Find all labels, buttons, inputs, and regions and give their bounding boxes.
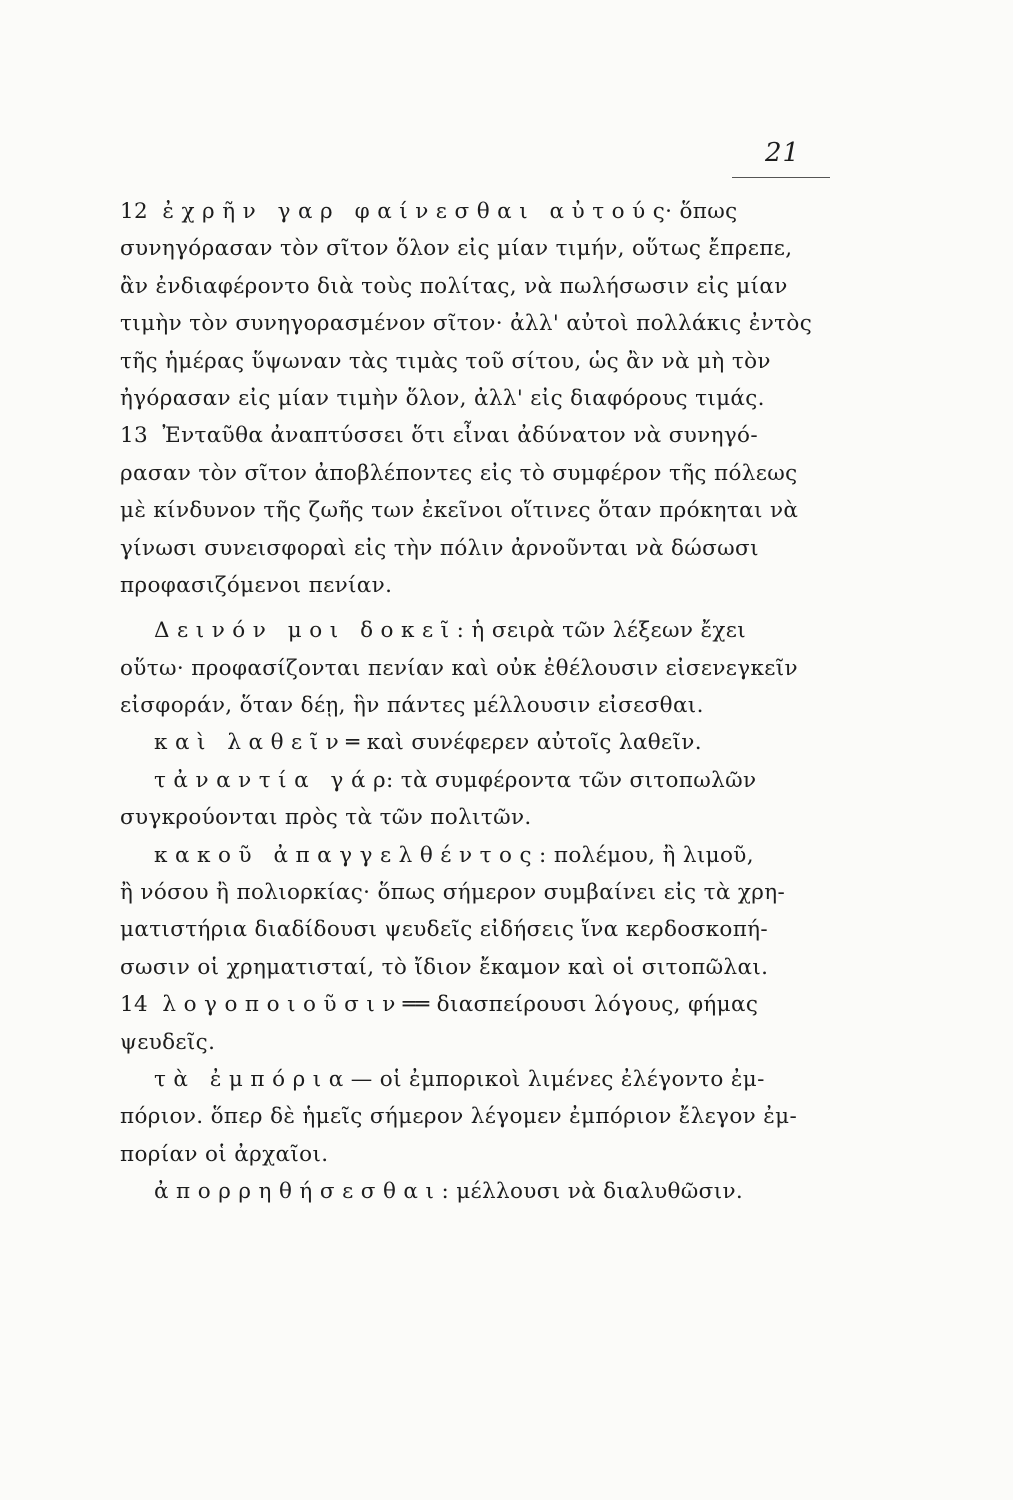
text-line-26: πορίαν οἱ ἀρχαῖοι. [120,1141,329,1167]
text-line-14: εἰσφοράν, ὅταν δέῃ, ἣν πάντες μέλλουσιν εἰσεσθαι. [120,693,704,719]
text-line-1: 12 ἐ χ ρ ῆ ν γ α ρ φ α ί ν ε σ θ α ι α ὐ τ ο ύ ς· ὅπως [120,199,738,224]
text-line-17: συγκρούονται πρὸς τὰ τῶν πολιτῶν. [120,805,532,831]
text-line-20: ματιστήρια διαδίδουσι ψευδεῖς εἰδήσεις ἵνα κερδοσκοπή- [120,917,769,943]
text-line-4: τιμὴν τὸν συνηγορασμένον σῖτον· ἀλλ' αὐτοὶ πολλάκις ἐντὸς [120,311,813,337]
header-rule [732,177,830,178]
text-line-2: συνηγόρασαν τὸν σῖτον ὅλον εἰς μίαν τιμήν, οὕτως ἔπρεπε, [120,236,793,262]
text-line-25: πόριον. ὅπερ δὲ ἡμεῖς σήμερον λέγομεν ἐμπόριον ἔλεγον ἐμ- [120,1104,798,1130]
text-line-9: μὲ κίνδυνον τῆς ζωῆς των ἐκεῖνοι οἵτινες ὅταν πρόκηται νὰ [120,498,799,524]
page-number: 21 [765,138,801,168]
text-line-11: προφασιζόμενοι πενίαν. [120,572,393,598]
text-line-16: τ ἀ ν α ν τ ί α γ ά ρ: τὰ συμφέροντα τῶν σιτοπωλῶν [154,767,757,793]
text-line-3: ἂν ἐνδιαφέροντο διὰ τοὺς πολίτας, νὰ πωλήσωσιν εἰς μίαν [120,273,788,299]
text-line-15: κ α ὶ λ α θ ε ῖ ν ═ καὶ συνέφερεν αὐτοῖς λαθεῖν. [154,730,702,756]
text-line-10: γίνωσι συνεισφοραὶ εἰς τὴν πόλιν ἀρνοῦνται νὰ δώσωσι [120,535,759,561]
text-line-5: τῆς ἡμέρας ὕψωναν τὰς τιμὰς τοῦ σίτου, ὡς ἂν νὰ μὴ τὸν [120,348,771,374]
text-line-13: οὕτω· προφασίζονται πενίαν καὶ οὐκ ἐθέλουσιν εἰσενεγκεῖν [120,655,798,681]
text-line-6: ἠγόρασαν εἰς μίαν τιμὴν ὅλον, ἀλλ' εἰς διαφόρους τιμάς. [120,385,765,411]
text-line-18: κ α κ ο ῦ ἀ π α γ γ ε λ θ έ ν τ ο ς : πολέμου, ἢ λιμοῦ, [154,842,754,868]
text-line-27: ἀ π ο ρ ρ η θ ή σ ε σ θ α ι : μέλλουσι νὰ διαλυθῶσιν. [154,1179,744,1205]
text-line-24: τ ὰ ἐ μ π ό ρ ι α — οἱ ἐμπορικοὶ λιμένες ἐλέγοντο ἐμ- [154,1066,765,1092]
text-line-12: Δ ε ι ν ό ν μ ο ι δ ο κ ε ῖ : ἡ σειρὰ τῶν λέξεων ἔχει [154,618,747,644]
text-line-23: ψευδεῖς. [120,1029,216,1055]
text-line-19: ἢ νόσου ἢ πολιορκίας· ὅπως σήμερον συμβαίνει εἰς τὰ χρη- [120,880,786,906]
text-line-22: 14 λ ο γ ο π ο ι ο ῦ σ ι ν ══ διασπείρουσι λόγους, φήμας [120,992,759,1018]
text-line-7: 13 Ἐνταῦθα ἀναπτύσσει ὅτι εἶναι ἀδύνατον νὰ συνηγό- [120,423,758,449]
text-line-21: σωσιν οἱ χρηματισταί, τὸ ἴδιον ἔκαμον καὶ οἱ σιτοπῶλαι. [120,954,769,980]
text-line-8: ρασαν τὸν σῖτον ἀποβλέποντες εἰς τὸ συμφέρον τῆς πόλεως [120,460,798,486]
paragraph-gap [120,604,846,612]
commentary-text [120,193,846,1211]
